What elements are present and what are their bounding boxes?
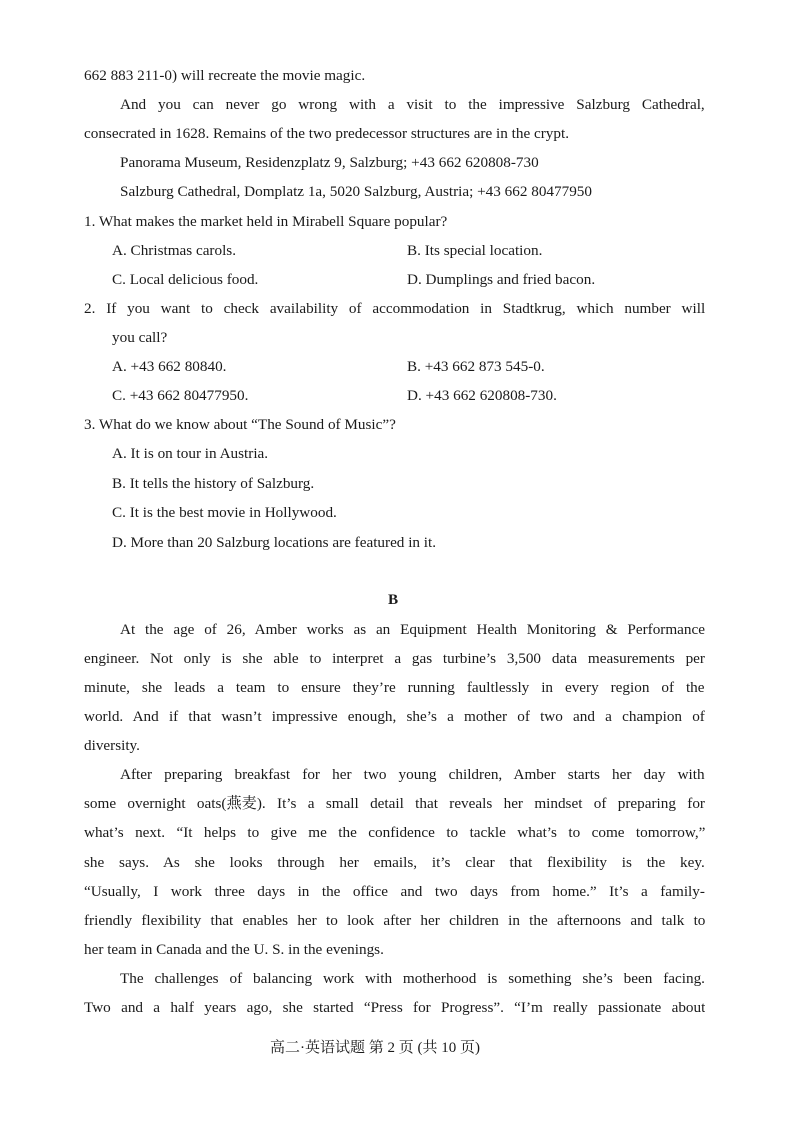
paragraph-line: world. And if that wasn’t impressive enough, she’s a mother of two and a champion of <box>84 708 705 725</box>
page-footer: 高二·英语试题 第 2 页 (共 10 页) <box>270 1040 480 1056</box>
address-line: Panorama Museum, Residenzplatz 9, Salzburg; +43 662 620808-730 <box>120 154 539 171</box>
paragraph-line: At the age of 26, Amber works as an Equipment Health Monitoring & Performance <box>120 621 705 638</box>
paragraph-line: Two and a half years ago, she started “Press for Progress”. “I’m really passionate about <box>84 999 705 1016</box>
option-a: A. It is on tour in Austria. <box>112 445 269 462</box>
option-b: B. It tells the history of Salzburg. <box>112 475 315 492</box>
paragraph-line: The challenges of balancing work with motherhood is something she’s been facing. <box>120 970 705 987</box>
option-a: A. +43 662 80840. <box>112 358 227 375</box>
option-d: D. Dumplings and fried bacon. <box>407 271 596 288</box>
address-line: Salzburg Cathedral, Domplatz 1a, 5020 Salzburg, Austria; +43 662 80477950 <box>120 183 592 200</box>
paragraph-line: she says. As she looks through her emails, it’s clear that flexibility is the key. <box>84 854 705 871</box>
paragraph-line: diversity. <box>84 737 140 754</box>
option-c: C. Local delicious food. <box>112 271 259 288</box>
option-b: B. +43 662 873 545-0. <box>407 358 545 375</box>
paragraph-line: friendly flexibility that enables her to look after her children in the afternoons and talk to <box>84 912 705 929</box>
paragraph-line: some overnight oats(燕麦). It’s a small detail that reveals her mindset of preparing for <box>84 795 705 812</box>
paragraph-line: After preparing breakfast for her two young children, Amber starts her day with <box>120 766 705 783</box>
paragraph-line: engineer. Not only is she able to interpret a gas turbine’s 3,500 data measurements per <box>84 650 705 667</box>
question-3-stem: 3. What do we know about “The Sound of Music”? <box>84 416 396 433</box>
option-a: A. Christmas carols. <box>112 242 237 259</box>
paragraph-line: her team in Canada and the U. S. in the evenings. <box>84 941 384 958</box>
paragraph-line: “Usually, I work three days in the office and two days from home.” It’s a family- <box>84 883 705 900</box>
option-d: D. +43 662 620808-730. <box>407 387 557 404</box>
option-c: C. It is the best movie in Hollywood. <box>112 504 337 521</box>
paragraph-line: minute, she leads a team to ensure they’re running faultlessly in every region of the <box>84 679 705 696</box>
question-2-stem-cont: you call? <box>112 329 168 346</box>
option-b: B. Its special location. <box>407 242 543 259</box>
question-2-stem: 2. If you want to check availability of accommodation in Stadtkrug, which number will <box>84 300 705 317</box>
passage-a-line: consecrated in 1628. Remains of the two predecessor structures are in the crypt. <box>84 125 569 142</box>
passage-a-line: And you can never go wrong with a visit to the impressive Salzburg Cathedral, <box>120 96 705 113</box>
option-c: C. +43 662 80477950. <box>112 387 249 404</box>
paragraph-line: what’s next. “It helps to give me the confidence to tackle what’s to come tomorrow,” <box>84 824 705 841</box>
section-heading: B <box>388 591 399 608</box>
option-d: D. More than 20 Salzburg locations are featured in it. <box>112 534 437 551</box>
passage-a-line: 662 883 211-0) will recreate the movie magic. <box>84 67 366 84</box>
question-1-stem: 1. What makes the market held in Mirabell Square popular? <box>84 213 448 230</box>
